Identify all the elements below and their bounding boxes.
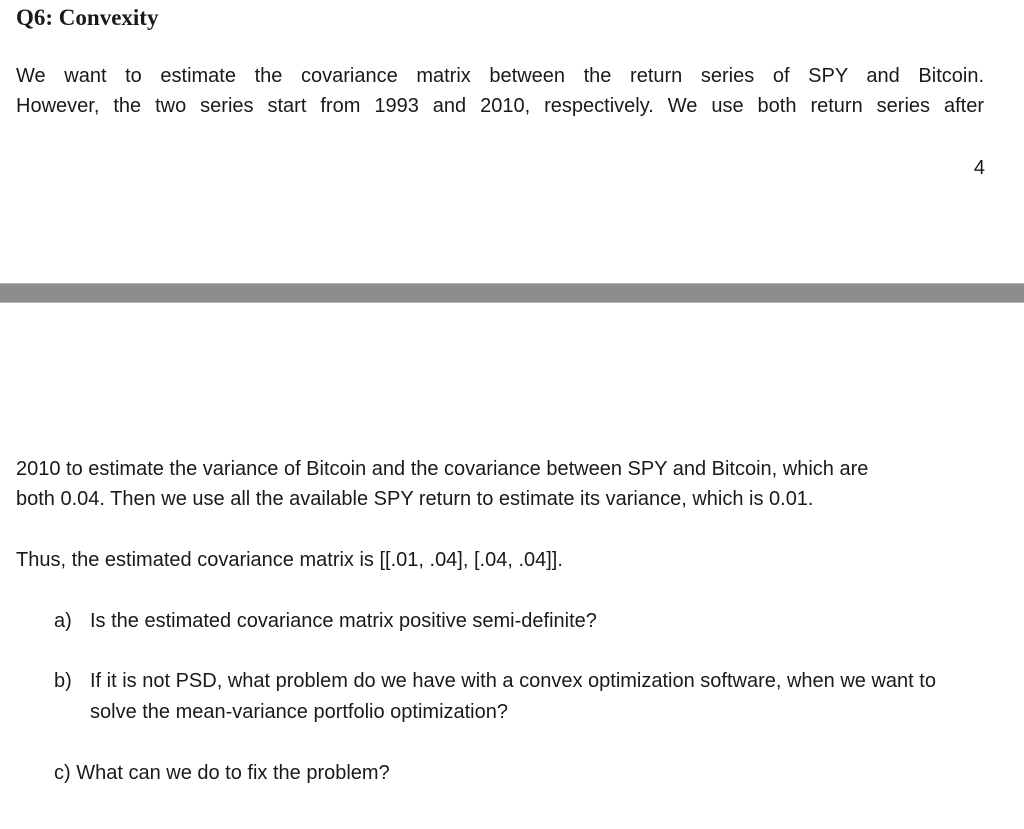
question-a-marker: a) bbox=[54, 610, 72, 632]
question-a bbox=[54, 606, 986, 637]
intro-line-2: However, the two series start from 1993 and 2010, respectively. We use both return series after bbox=[16, 95, 984, 117]
question-c-text: c) What can we do to fix the problem? bbox=[54, 762, 390, 784]
question-a-text: Is the estimated covariance matrix positive semi-definite? bbox=[90, 610, 597, 632]
continuation-line-2: both 0.04. Then we use all the available SPY return to estimate its variance, which is 0.01. bbox=[16, 488, 814, 510]
question-b-marker: b) bbox=[54, 670, 72, 692]
question-title: Q6: Convexity bbox=[16, 5, 159, 30]
continuation-line-1: 2010 to estimate the variance of Bitcoin and the covariance between SPY and Bitcoin, which are bbox=[16, 458, 869, 480]
question-b bbox=[54, 666, 986, 728]
page-number: 4 bbox=[973, 157, 985, 179]
intro-line-1: We want to estimate the covariance matrix between the return series of SPY and Bitcoin. bbox=[16, 65, 984, 87]
question-b-text: If it is not PSD, what problem do we have with a convex optimization software, when we want to solve the mean-variance portfolio optimization? bbox=[90, 670, 936, 723]
question-c bbox=[54, 758, 390, 789]
matrix-sentence: Thus, the estimated covariance matrix is [[.01, .04], [.04, .04]]. bbox=[16, 549, 563, 571]
page-break-divider bbox=[0, 283, 1024, 303]
